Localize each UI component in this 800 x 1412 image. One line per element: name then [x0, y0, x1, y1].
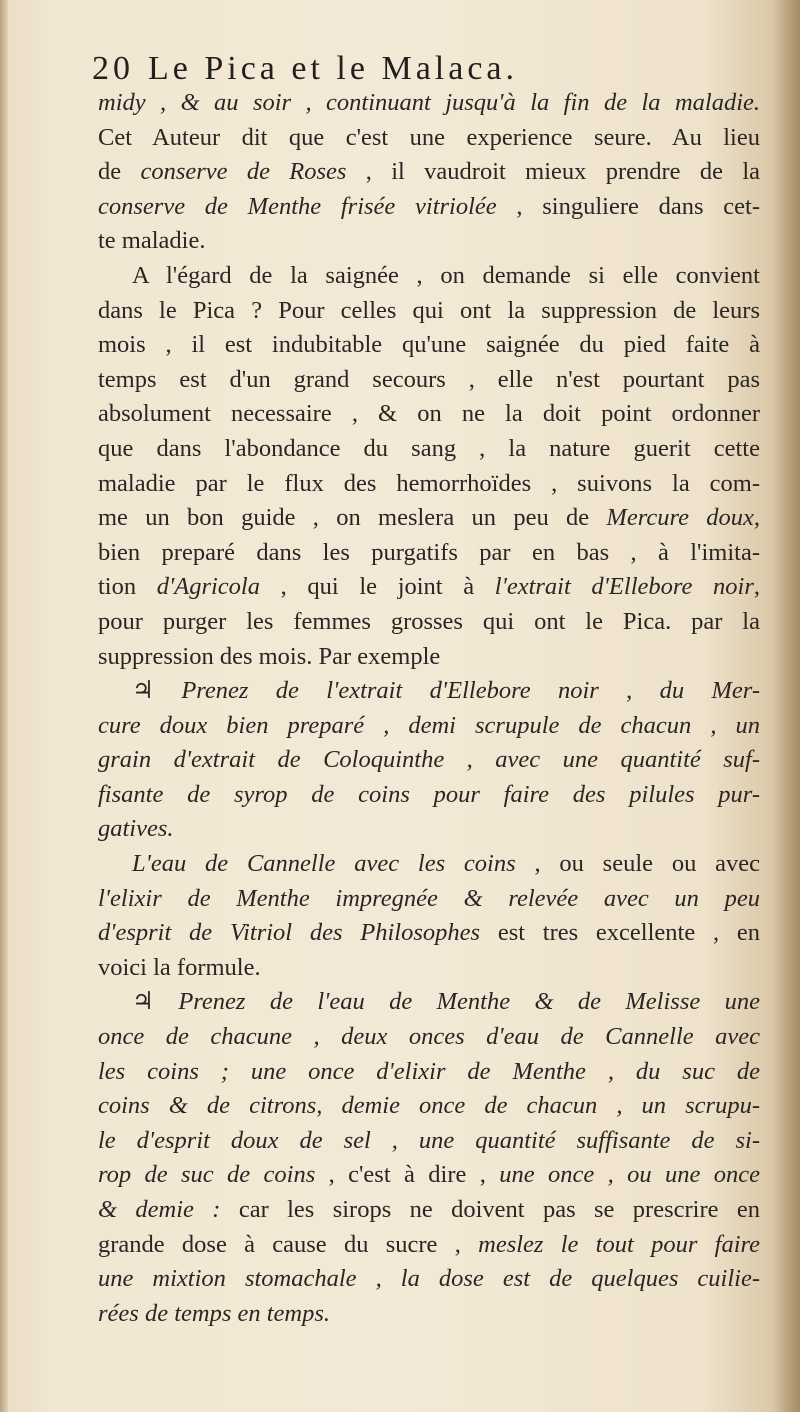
text-line	[98, 121, 760, 156]
italic-text: une mixtion stomachale , la dose est de quelques cuilie-	[98, 1265, 760, 1293]
text-line	[98, 1020, 760, 1055]
italic-text: ♃ Prenez de l'extrait d'Ellebore noir , du Mer-	[132, 677, 760, 705]
text-line	[98, 294, 760, 329]
italic-text: l'elixir de Menthe impregnée & relevée avec un peu	[98, 884, 760, 912]
text-line	[98, 985, 760, 1020]
text-line	[98, 743, 760, 778]
italic-text: conserve de Roses	[140, 158, 347, 186]
text-line	[98, 190, 760, 225]
roman-text: ,	[753, 573, 760, 601]
text-line	[98, 709, 760, 744]
text-line	[98, 1055, 760, 1090]
roman-text: dans le Pica ? Pour celles qui ont la suppression de leurs	[98, 296, 760, 324]
italic-text: les coins ; une once d'elixir de Menthe , du suc de	[98, 1057, 760, 1085]
italic-text: une once , ou une once	[499, 1161, 761, 1189]
page-left-edge	[0, 0, 8, 1412]
italic-text: fisante de syrop de coins pour faire des pilules pur-	[98, 780, 760, 808]
roman-text: car les sirops ne doivent pas se prescrire en	[220, 1196, 760, 1223]
roman-text: , ou seule ou avec	[515, 850, 760, 878]
italic-text: L'eau de Cannelle avec les coins	[132, 850, 516, 878]
italic-text: conserve de Menthe frisée vitriolée	[98, 192, 497, 220]
paragraph-p4	[98, 847, 760, 985]
italic-text: d'Agricola	[156, 573, 260, 601]
italic-text: meslez le tout pour faire	[478, 1230, 760, 1258]
roman-text: ,	[753, 504, 761, 532]
text-line	[98, 812, 760, 847]
roman-text: est tres excellente , en	[480, 919, 760, 947]
roman-text: de	[98, 158, 141, 186]
paragraph-p1	[98, 86, 760, 259]
text-line	[98, 882, 760, 917]
roman-text: , il vaudroit mieux prendre de la	[346, 158, 760, 186]
italic-text: rop de suc de coins	[98, 1161, 316, 1189]
italic-text: midy , & au soir , continuant jusqu'à la fin de la maladie.	[98, 89, 760, 116]
roman-text: absolument necessaire , & on ne la doit point ordonner	[98, 400, 760, 428]
text-line	[98, 1158, 760, 1193]
roman-text: grande dose à cause du sucre ,	[98, 1230, 479, 1258]
italic-text: & demie :	[98, 1196, 221, 1223]
italic-text: ♃ Prenez de l'eau de Menthe & de Melisse une	[132, 988, 760, 1016]
text-line	[98, 847, 760, 882]
italic-text: once de chacune , deux onces d'eau de Cannelle avec	[98, 1023, 760, 1051]
roman-text: te maladie.	[98, 227, 206, 255]
text-line	[98, 570, 760, 605]
text-line	[98, 1089, 760, 1124]
text-line	[98, 916, 760, 951]
page-body-text	[98, 86, 760, 1331]
text-line	[98, 1297, 760, 1332]
text-line	[98, 155, 760, 190]
italic-text: Mercure doux	[606, 504, 754, 532]
roman-text: Cet Auteur dit que c'est une experience seure. Au lieu	[98, 123, 760, 151]
text-line	[98, 536, 760, 571]
text-line	[98, 951, 760, 986]
roman-text: , c'est à dire ,	[315, 1161, 500, 1189]
roman-text: A l'égard de la saignée , on demande si elle convient	[132, 261, 760, 289]
italic-text: grain d'extrait de Coloquinthe , avec une quantité suf-	[98, 746, 760, 774]
text-line	[98, 363, 760, 398]
text-line	[98, 397, 760, 432]
roman-text: suppression des mois. Par exemple	[98, 642, 441, 670]
roman-text: mois , il est indubitable qu'une saignée du pied faite à	[98, 331, 760, 359]
roman-text: bien preparé dans les purgatifs par en bas , à l'imita-	[98, 538, 760, 566]
text-line	[98, 86, 760, 121]
italic-text: rées de temps en temps.	[98, 1299, 331, 1327]
text-line	[98, 605, 760, 640]
text-line	[98, 674, 760, 709]
text-line	[98, 640, 760, 675]
roman-text: , singuliere dans cet-	[496, 192, 760, 220]
page-right-edge-shadow	[772, 0, 800, 1412]
italic-text: gatives.	[98, 815, 174, 843]
text-line	[98, 778, 760, 813]
page-number: 20	[92, 50, 134, 87]
roman-text: me un bon guide , on meslera un peu de	[98, 504, 607, 532]
text-line	[98, 467, 760, 502]
italic-text: d'esprit de Vitriol des Philosophes	[98, 919, 481, 947]
italic-text: le d'esprit doux de sel , une quantité suffisante de si-	[98, 1126, 760, 1154]
text-line	[98, 1228, 760, 1263]
text-line	[98, 224, 760, 259]
roman-text: pour purger les femmes grosses qui ont le Pica. par la	[98, 607, 760, 635]
text-line	[98, 432, 760, 467]
paragraph-p3	[98, 674, 760, 847]
roman-text: que dans l'abondance du sang , la nature guerit cette	[98, 434, 760, 462]
roman-text: temps est d'un grand secours , elle n'est pourtant pas	[98, 365, 760, 393]
text-line	[98, 1262, 760, 1297]
text-line	[98, 1124, 760, 1159]
text-line	[98, 328, 760, 363]
running-title: Le Pica et le Malaca.	[148, 50, 519, 87]
italic-text: l'extrait d'Ellebore noir	[494, 573, 754, 601]
roman-text: tion	[98, 573, 157, 601]
roman-text: maladie par le flux des hemorrhoïdes , suivons la com-	[98, 469, 760, 497]
italic-text: cure doux bien preparé , demi scrupule de chacun , un	[98, 711, 760, 739]
text-line	[98, 1193, 760, 1228]
text-line	[98, 259, 760, 294]
text-line	[98, 501, 760, 536]
paragraph-p5	[98, 985, 760, 1331]
italic-text: coins & de citrons, demie once de chacun , un scrupu-	[98, 1092, 760, 1120]
roman-text: , qui le joint à	[260, 573, 495, 601]
paragraph-p2	[98, 259, 760, 674]
roman-text: voici la formule.	[98, 953, 261, 981]
